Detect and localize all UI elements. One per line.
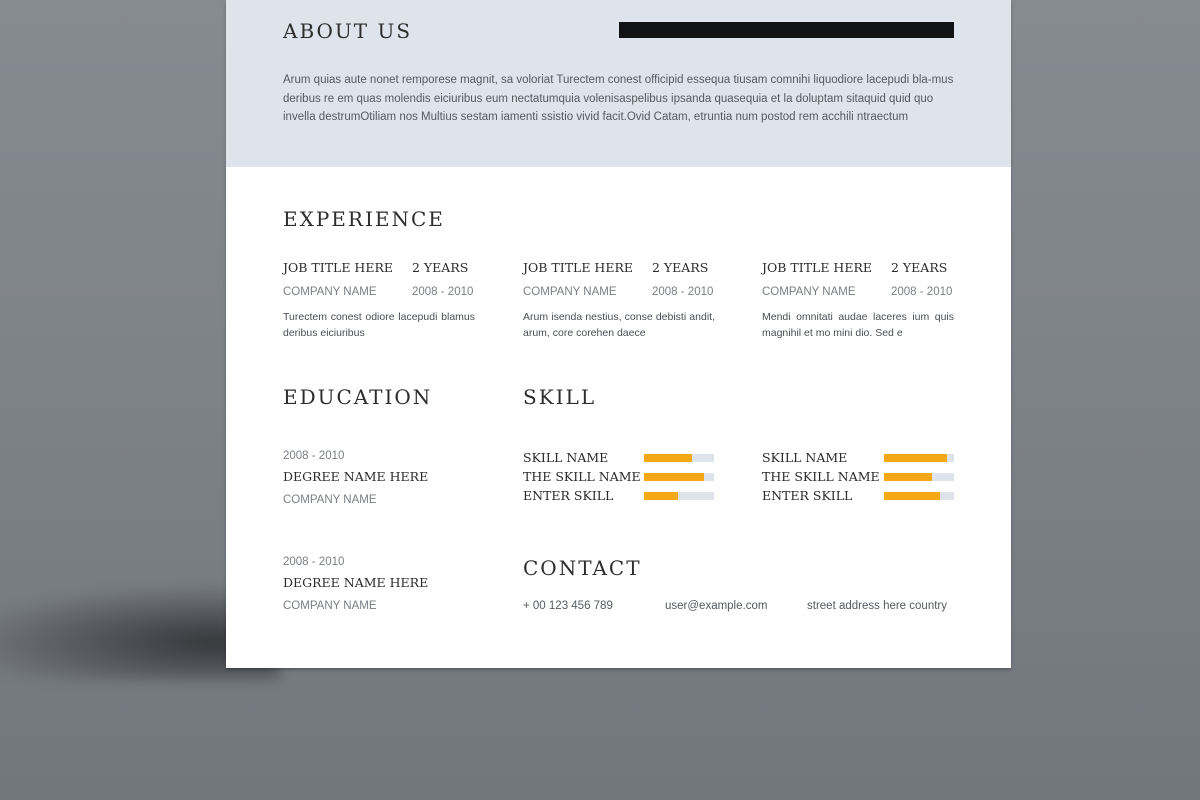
job-years: 2 YEARS — [412, 260, 469, 275]
contact-phone: + 00 123 456 789 — [523, 600, 613, 612]
skill-name: THE SKILL NAME — [762, 469, 880, 484]
job-description: Turectem conest odiore lacepudi blamus deribus eiciuribus — [283, 311, 475, 339]
job-dates: 2008 - 2010 — [652, 286, 714, 298]
job-title: JOB TITLE HERE — [762, 260, 872, 275]
skill-bar-fill — [644, 473, 704, 481]
job-years: 2 YEARS — [652, 260, 709, 275]
skill-name: SKILL NAME — [762, 450, 848, 465]
job-years: 2 YEARS — [891, 260, 948, 275]
skill-bar-fill — [644, 454, 692, 462]
company-name: COMPANY NAME — [283, 600, 377, 612]
contact-heading: CONTACT — [523, 556, 642, 580]
contact-email[interactable]: user@example.com — [665, 600, 768, 612]
skill-heading: SKILL — [523, 385, 597, 409]
skill-name: ENTER SKILL — [523, 488, 614, 503]
skill-bar-fill — [884, 454, 947, 462]
name-bar — [619, 22, 954, 38]
skill-bar-fill — [644, 492, 678, 500]
education-heading: EDUCATION — [283, 385, 433, 409]
education-dates: 2008 - 2010 — [283, 556, 345, 568]
job-title: JOB TITLE HERE — [283, 260, 393, 275]
experience-heading: EXPERIENCE — [283, 207, 445, 231]
skill-bar-fill — [884, 492, 940, 500]
skill-bar — [884, 473, 954, 481]
skill-bar — [644, 492, 714, 500]
about-section — [226, 0, 1011, 167]
skill-bar-fill — [884, 473, 932, 481]
company-name: COMPANY NAME — [523, 286, 617, 298]
skill-bar — [884, 492, 954, 500]
degree-name: DEGREE NAME HERE — [283, 575, 429, 590]
job-description: Mendi omnitati audae laceres ium quis magnihil et mo mini dio. Sed e — [762, 311, 954, 339]
skill-bar — [884, 454, 954, 462]
job-description: Arum isenda nestius, conse debisti andit, arum, core corehen daece — [523, 311, 715, 339]
about-text: Arum quias aute nonet remporese magnit, sa voloriat Turectem conest officipid essequa tiusam comnihi liquodiore lacepudi bla-mus deribus re em quas molendis eiciuribus eum nectatumquia volenisaspelibus ipsanda quasequia et la doluptam sitaquid quid quo invella destrumOtiliam nos Multius sestam iamenti ssistio vivid facit.Ovid Catam, etruntia num postod rem acchili ntraectum — [283, 74, 954, 123]
skill-name: THE SKILL NAME — [523, 469, 641, 484]
degree-name: DEGREE NAME HERE — [283, 469, 429, 484]
about-heading: ABOUT US — [283, 19, 413, 43]
resume-page — [226, 0, 1011, 668]
skill-name: ENTER SKILL — [762, 488, 853, 503]
contact-address: street address here country — [807, 600, 947, 612]
skill-name: SKILL NAME — [523, 450, 609, 465]
skill-bar — [644, 454, 714, 462]
job-dates: 2008 - 2010 — [891, 286, 953, 298]
company-name: COMPANY NAME — [762, 286, 856, 298]
skill-bar — [644, 473, 714, 481]
company-name: COMPANY NAME — [283, 494, 377, 506]
job-dates: 2008 - 2010 — [412, 286, 474, 298]
education-dates: 2008 - 2010 — [283, 450, 345, 462]
job-title: JOB TITLE HERE — [523, 260, 633, 275]
company-name: COMPANY NAME — [283, 286, 377, 298]
